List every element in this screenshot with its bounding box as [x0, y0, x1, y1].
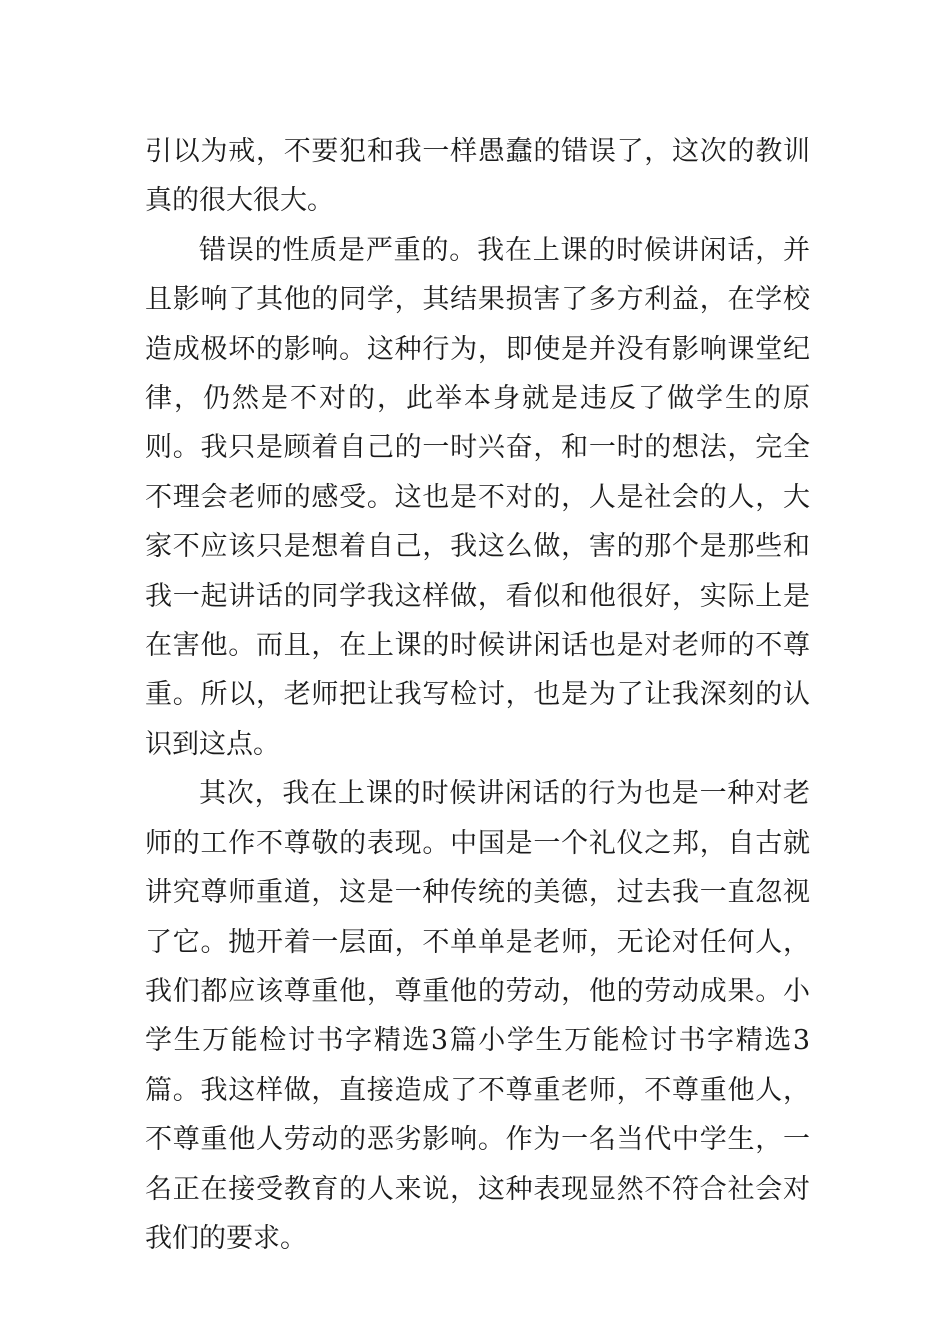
paragraph-3: 其次，我在上课的时候讲闲话的行为也是一种对老师的工作不尊敬的表现。中国是一个礼仪之邦，自古就讲究尊师重道，这是一种传统的美德，过去我一直忽视了它。抛开着一层面，不单单是老师，无论对任何人，我们都应该尊重他，尊重他的劳动，他的劳动成果。小学生万能检讨书字精选3篇小学生万能检讨书字精选3篇。我这样做，直接造成了不尊重老师，不尊重他人，不尊重他人劳动的恶劣影响。作为一名当代中学生，一名正在接受教育的人来说，这种表现显然不符合社会对我们的要求。	[145, 778, 810, 1254]
paragraph-1: 引以为戒，不要犯和我一样愚蠢的错误了，这次的教训真的很大很大。	[145, 136, 810, 217]
document-body	[145, 127, 810, 1263]
paragraph-2: 错误的性质是严重的。我在上课的时候讲闲话，并且影响了其他的同学，其结果损害了多方利益，在学校造成极坏的影响。这种行为，即使是并没有影响课堂纪律，仍然是不对的，此举本身就是违反了做学生的原则。我只是顾着自己的一时兴奋，和一时的想法，完全不理会老师的感受。这也是不对的，人是社会的人，大家不应该只是想着自己，我这么做，害的那个是那些和我一起讲话的同学我这样做，看似和他很好，实际上是在害他。而且，在上课的时候讲闲话也是对老师的不尊重。所以，老师把让我写检讨，也是为了让我深刻的认识到这点。	[145, 234, 810, 760]
